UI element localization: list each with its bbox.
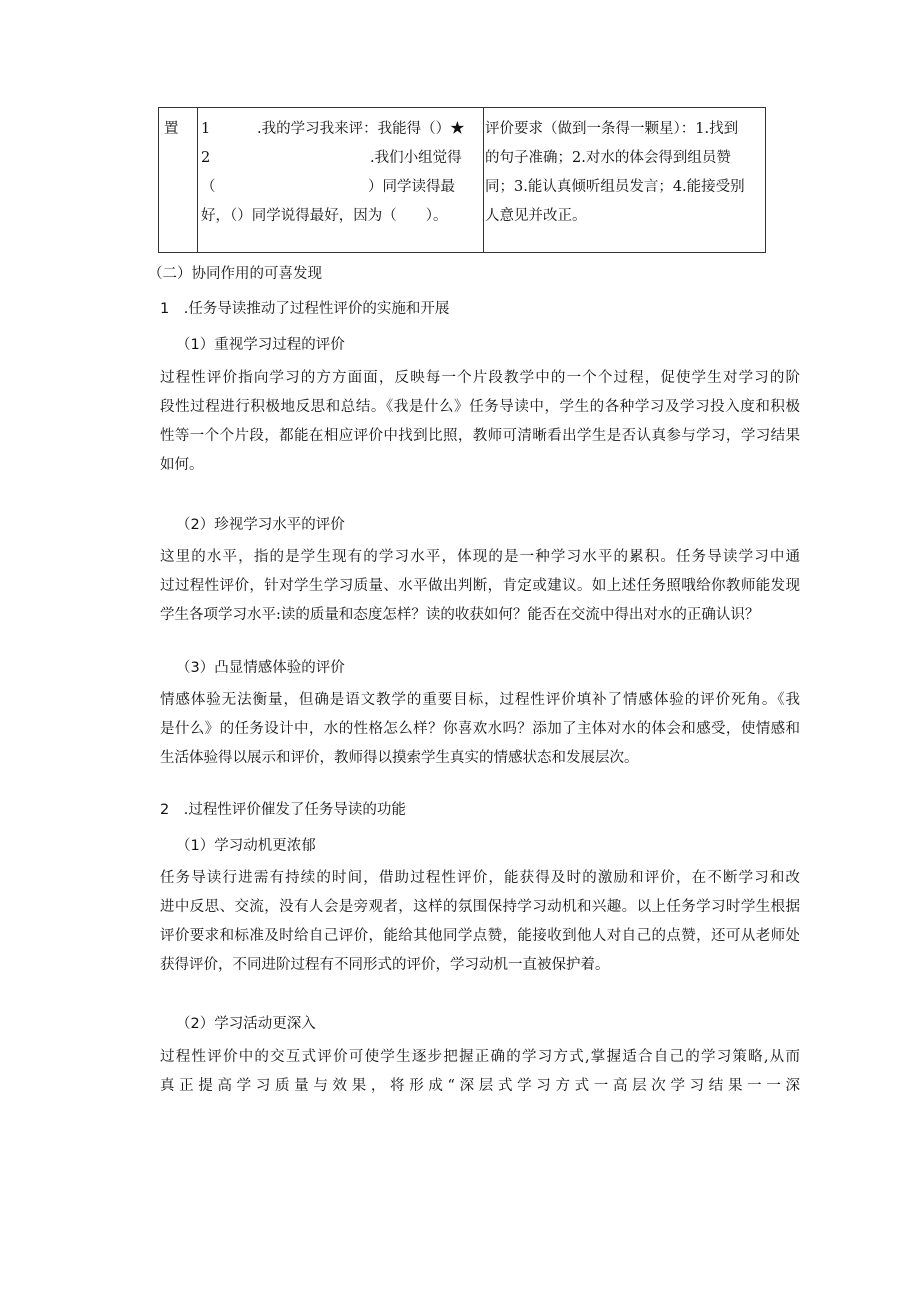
table-divider bbox=[483, 108, 484, 252]
paragraph-line: 真正提高学习质量与效果，将形成“深层式学习方式一高层次学习结果一一深 bbox=[160, 1078, 800, 1094]
group-eval-text: .我们小组觉得 bbox=[370, 150, 462, 166]
requirement-line: 的句子准确；2.对水的体会得到组员赞 bbox=[485, 150, 731, 166]
paragraph bbox=[160, 864, 800, 980]
table-cell-label: 置 bbox=[164, 121, 179, 137]
paragraph bbox=[160, 364, 800, 480]
requirement-line: 人意见并改正。 bbox=[485, 208, 587, 224]
group-eval-text-cont: ）同学读得最 bbox=[368, 179, 455, 195]
paragraph bbox=[160, 686, 800, 773]
paragraph-line: 性等一个个片段，都能在相应评价中找到比照，教师可清晰看出学生是否认真参与学习，学习结果 bbox=[160, 428, 800, 444]
paragraph-line: 是什么》的任务设计中，水的性格怎么样？你喜欢水吗？添加了主体对水的体会和感受，使情感和 bbox=[160, 721, 800, 737]
paragraph-line: 任务导读行进需有持续的时间，借助过程性评价，能获得及时的激励和评价，在不断学习和改 bbox=[160, 870, 800, 886]
paragraph-line: 如何。 bbox=[160, 457, 204, 473]
paragraph bbox=[160, 543, 800, 630]
paragraph-line: 情感体验无法衡量，但确是语文教学的重要目标，过程性评价填补了情感体验的评价死角。《我 bbox=[160, 692, 800, 708]
paragraph-line: 这里的水平，指的是学生现有的学习水平，体现的是一种学习水平的累积。任务导读学习中通 bbox=[160, 549, 800, 565]
subsection-heading: 2 .过程性评价催发了任务导读的功能 bbox=[160, 802, 406, 818]
subsection-heading: 1 .任务导读推动了过程性评价的实施和开展 bbox=[160, 301, 450, 317]
item-number: 2 bbox=[201, 150, 211, 166]
table-divider bbox=[197, 108, 198, 252]
paragraph-line: 过过程性评价，针对学生学习质量、水平做出判断，肯定或建议。如上述任务照哦给你教师能发现 bbox=[160, 578, 800, 594]
requirement-line: 评价要求（做到一条得一颗星）：1.找到 bbox=[485, 121, 739, 137]
group-eval-text-end: 好，（）同学说得最好，因为（ ）。 bbox=[201, 208, 448, 224]
paragraph-line: 生活体验得以展示和评价，教师得以摸索学生真实的情感状态和发展层次。 bbox=[160, 750, 639, 766]
subheading: （1）重视学习过程的评价 bbox=[176, 337, 345, 353]
subheading: （1）学习动机更浓郁 bbox=[176, 838, 316, 854]
paragraph-line: 学生各项学习水平:读的质量和态度怎样？读的收获如何？能否在交流中得出对水的正确认识？ bbox=[160, 607, 760, 623]
subheading: （2）珍视学习水平的评价 bbox=[176, 517, 345, 533]
requirement-line: 同；3.能认真倾听组员发言；4.能接受别 bbox=[485, 179, 745, 195]
self-eval-text: .我的学习我来评：我能得（）★ bbox=[257, 121, 465, 137]
paragraph-line: 评价要求和标准及时给自己评价，能给其他同学点赞，能接收到他人对自己的点赞，还可从老师处 bbox=[160, 928, 800, 944]
subheading: （3）凸显情感体验的评价 bbox=[176, 660, 345, 676]
subheading: （2）学习活动更深入 bbox=[176, 1016, 316, 1032]
paragraph-line: 过程性评价指向学习的方方面面，反映每一个片段教学中的一个个过程，促使学生对学习的阶 bbox=[160, 370, 800, 386]
paragraph-line: 段性过程进行积极地反思和总结。《我是什么》任务导读中，学生的各种学习及学习投入度和积极 bbox=[160, 399, 800, 415]
item-number: 1 bbox=[201, 121, 211, 137]
paragraph-line: 过程性评价中的交互式评价可使学生逐步把握正确的学习方式,掌握适合自己的学习策略,从而 bbox=[160, 1049, 800, 1065]
paragraph-line: 获得评价，不同进阶过程有不同形式的评价，学习动机一直被保护着。 bbox=[160, 957, 610, 973]
table-cell-requirements bbox=[485, 115, 765, 231]
bracket-open: （ bbox=[201, 179, 216, 195]
paragraph-line: 进中反思、交流，没有人会是旁观者，这样的氛围保持学习动机和兴趣。以上任务学习时学生根据 bbox=[160, 899, 800, 915]
paragraph bbox=[160, 1043, 800, 1101]
table-cell-self-evaluation bbox=[201, 115, 481, 231]
evaluation-table bbox=[158, 107, 766, 253]
section-heading: （二）协同作用的可喜发现 bbox=[148, 266, 322, 282]
